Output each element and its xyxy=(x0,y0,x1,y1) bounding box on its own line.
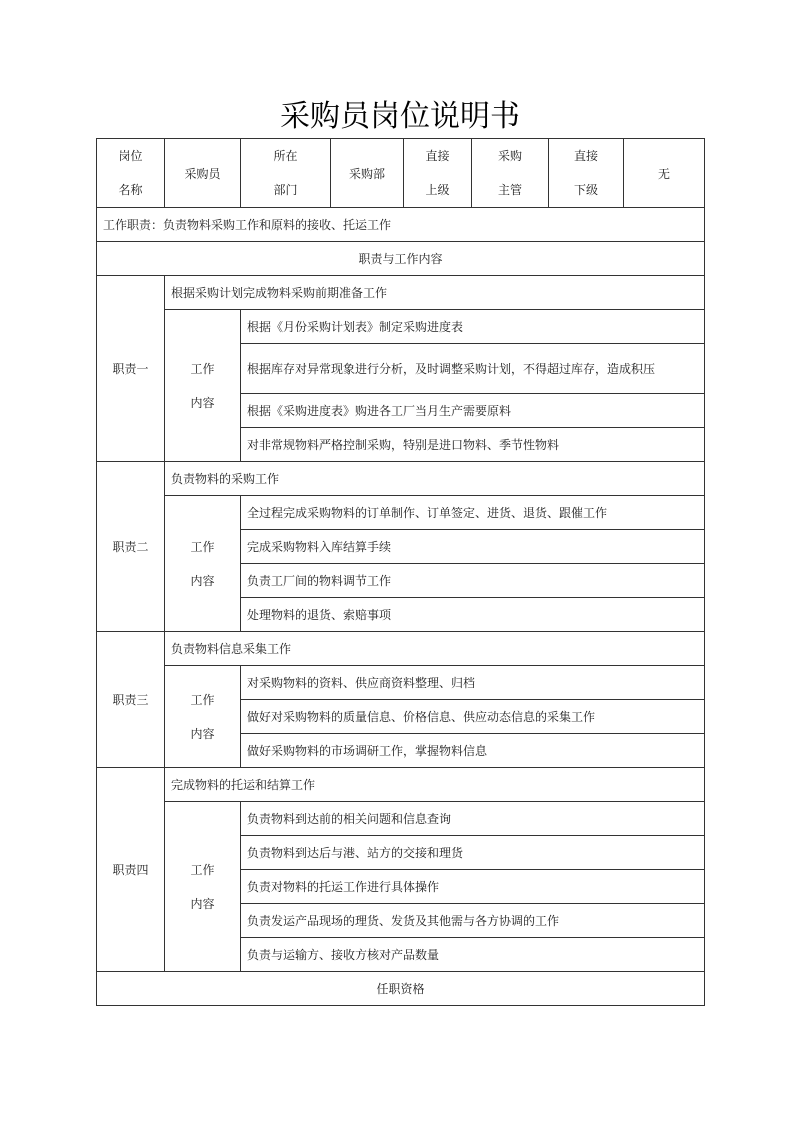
duty-item: 根据库存对异常现象进行分析，及时调整采购计划，不得超过库存，造成积压 xyxy=(241,344,705,394)
dept-value: 采购部 xyxy=(331,139,404,208)
duty-item: 根据《采购进度表》购进各工厂当月生产需要原料 xyxy=(241,394,705,428)
work-content-label: 工作 内容 xyxy=(165,310,241,462)
dept-label: 所在 部门 xyxy=(241,139,331,208)
duty-item: 根据《月份采购计划表》制定采购进度表 xyxy=(241,310,705,344)
duty-summary: 完成物料的托运和结算工作 xyxy=(165,768,705,802)
duty-item: 负责工厂间的物料调节工作 xyxy=(241,564,705,598)
duty-item: 做好对采购物料的质量信息、价格信息、供应动态信息的采集工作 xyxy=(241,700,705,734)
duty-item: 全过程完成采购物料的订单制作、订单签定、进货、退货、跟催工作 xyxy=(241,496,705,530)
duty-item: 完成采购物料入库结算手续 xyxy=(241,530,705,564)
superior-value: 采购 主管 xyxy=(472,139,549,208)
duty-item: 对采购物料的资料、供应商资料整理、归档 xyxy=(241,666,705,700)
section-heading: 职责与工作内容 xyxy=(97,242,705,276)
duty-name: 职责四 xyxy=(97,768,165,972)
superior-label: 直接 上级 xyxy=(404,139,472,208)
duty-name: 职责一 xyxy=(97,276,165,462)
duty-summary: 根据采购计划完成物料采购前期准备工作 xyxy=(165,276,705,310)
duty-item: 负责对物料的托运工作进行具体操作 xyxy=(241,870,705,904)
duty-item: 负责物料到达后与港、站方的交接和理货 xyxy=(241,836,705,870)
duty-name: 职责三 xyxy=(97,632,165,768)
duty-name: 职责二 xyxy=(97,462,165,632)
duty-item: 负责物料到达前的相关问题和信息查询 xyxy=(241,802,705,836)
duty-item: 处理物料的退货、索赔事项 xyxy=(241,598,705,632)
work-content-label: 工作 内容 xyxy=(165,802,241,972)
header-row xyxy=(97,139,705,208)
subordinate-label: 直接 下级 xyxy=(549,139,624,208)
work-content-label: 工作 内容 xyxy=(165,496,241,632)
job-summary: 工作职责：负责物料采购工作和原料的接收、托运工作 xyxy=(97,208,705,242)
duty-item: 负责与运输方、接收方核对产品数量 xyxy=(241,938,705,972)
job-description-table xyxy=(96,138,705,1006)
work-content-label: 工作 内容 xyxy=(165,666,241,768)
duty-summary: 负责物料的采购工作 xyxy=(165,462,705,496)
position-value: 采购员 xyxy=(165,139,241,208)
duty-summary: 负责物料信息采集工作 xyxy=(165,632,705,666)
page-title: 采购员岗位说明书 xyxy=(280,99,520,134)
subordinate-value: 无 xyxy=(624,139,705,208)
duty-item: 负责发运产品现场的理货、发货及其他需与各方协调的工作 xyxy=(241,904,705,938)
duty-item: 对非常规物料严格控制采购，特别是进口物料、季节性物料 xyxy=(241,428,705,462)
duty-item: 做好采购物料的市场调研工作，掌握物料信息 xyxy=(241,734,705,768)
footer-heading: 任职资格 xyxy=(97,972,705,1006)
position-label: 岗位 名称 xyxy=(97,139,165,208)
